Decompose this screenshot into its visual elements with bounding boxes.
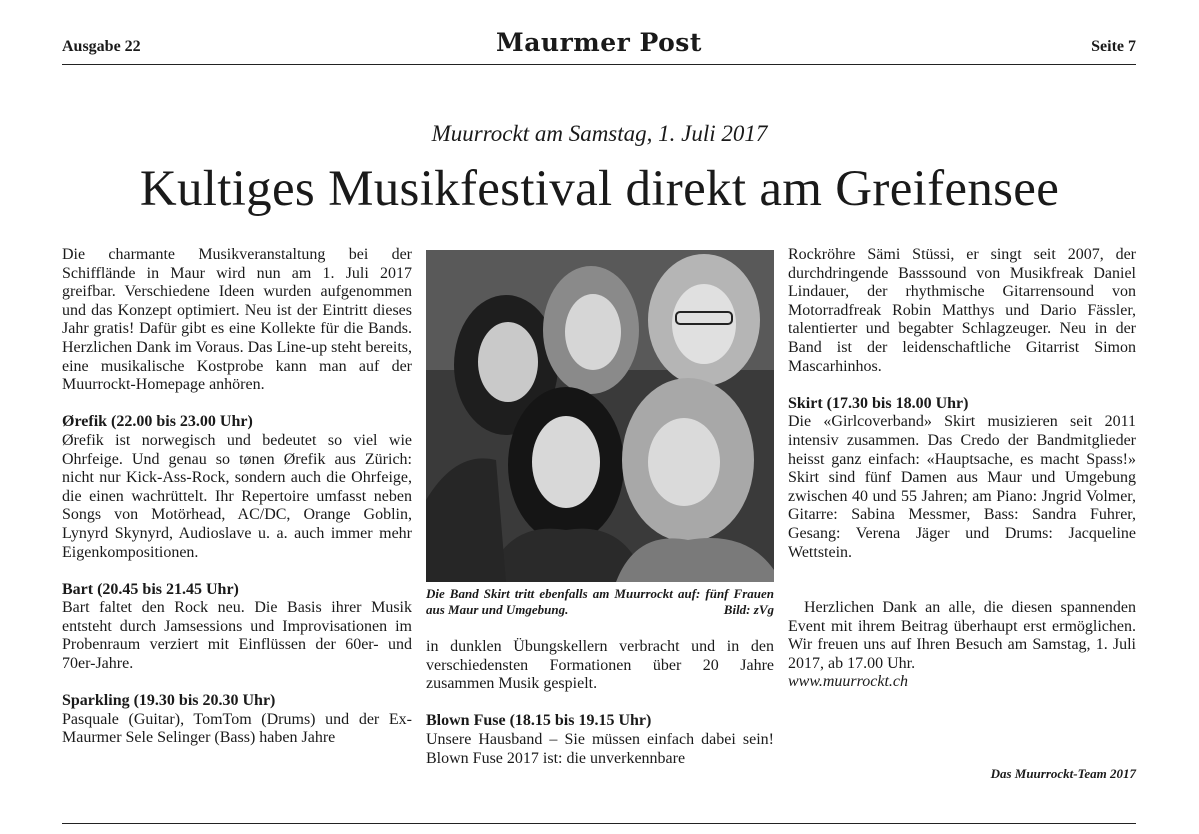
section-body: Unsere Hausband – Sie müssen einfach dabei sein! Blown Fuse 2017 ist: die unverkennbare xyxy=(426,730,774,767)
section-body: Pasquale (Guitar), TomTom (Drums) und der Ex-Maurmer Sele Selinger (Bass) haben Jahre xyxy=(62,710,412,747)
caption-text: Die Band Skirt tritt ebenfalls am Muurrockt auf: fünf Frauen aus Maur und Umgebung. xyxy=(426,586,774,617)
photo-credit: Bild: zVg xyxy=(723,602,774,617)
column-2 xyxy=(426,638,774,768)
band-photo xyxy=(426,250,774,582)
sparkling-continuation: in dunklen Übungskellern verbracht und in den verschiedensten Formationen über 20 Jahre zusammen Musik gespielt. xyxy=(426,638,774,693)
article-headline: Kultiges Musikfestival direkt am Greifensee xyxy=(139,161,1060,217)
thanks-paragraph: Herzlichen Dank an alle, die diesen spannenden Event mit ihrem Beitrag überhaupt erst ermöglichen. Wir freuen uns auf Ihren Besuch am Samstag, 1. Juli 2017, ab 17.00 Uhr. xyxy=(788,599,1136,672)
section-body: Ørefik ist norwegisch und bedeutet so viel wie Ohrfeige. Und genau so tønen Ørefik aus Zürich: nicht nur Kick-Ass-Rock, sondern auch die Ohrfeige, die einen wachrüttelt. Ihr Repertoire umfasst neben Songs von Motörhead, AC/DC, Orange Goblin, Lynyrd Skynyrd, Audioslave u. a. auch immer mehr Eigenkompositionen. xyxy=(62,431,412,561)
article-kicker: Muurrockt am Samstag, 1. Juli 2017 xyxy=(431,121,768,146)
section-sparkling xyxy=(62,692,412,748)
website-link[interactable]: www.muurrockt.ch xyxy=(788,673,908,691)
page-header xyxy=(62,28,1136,64)
section-blown-fuse xyxy=(426,712,774,768)
section-title: Blown Fuse (18.15 bis 19.15 Uhr) xyxy=(426,712,652,730)
issue-number: Ausgabe 22 xyxy=(62,38,141,55)
photo-caption xyxy=(426,586,774,618)
masthead: Maurmer Post xyxy=(496,28,702,57)
band-photo-illustration xyxy=(426,250,774,582)
section-body: Die «Girlcoverband» Skirt musizieren seit 2011 intensiv zusammen. Das Credo der Bandmitglieder heisst ganz einfach: «Hauptsache, es macht Spass!» Skirt sind fünf Damen aus Maur und Umgebung zwischen 40 und 55 Jahren; am Piano: Jngrid Volmer, Gitarre: Sabina Messmer, Bass: Sandra Fuhrer, Gesang: Verena Jäger und Drums: Jacqueline Wettstein. xyxy=(788,413,1136,561)
section-title: Sparkling (19.30 bis 20.30 Uhr) xyxy=(62,692,276,710)
signature: Das Muurrockt-Team 2017 xyxy=(990,766,1136,781)
section-body: Bart faltet den Rock neu. Die Basis ihrer Musik entsteht durch Jamsessions und Improvisationen im Probenraum verziert mit Einflüssen der 60er- und 70er-Jahre. xyxy=(62,599,412,673)
section-title: Ørefik (22.00 bis 23.00 Uhr) xyxy=(62,413,253,431)
header-rule xyxy=(62,64,1136,65)
page-number: Seite 7 xyxy=(1091,38,1136,55)
column-1 xyxy=(62,246,412,748)
section-title: Bart (20.45 bis 21.45 Uhr) xyxy=(62,580,239,598)
column-3 xyxy=(788,246,1136,692)
footer-rule xyxy=(62,823,1136,824)
section-title: Skirt (17.30 bis 18.00 Uhr) xyxy=(788,394,969,412)
intro-paragraph: Die charmante Musikveranstaltung bei der Schifflände in Maur wird nun am 1. Juli 2017 greifbar. Verschiedene Ideen wurden aufgenommen und das Konzept optimiert. Neu ist der Eintritt dieses Jahr gratis! Dafür gibt es eine Kollekte für die Bands. Herzlichen Dank im Voraus. Das Line-up steht bereits, eine musikalische Kostprobe kann man auf der Muurrockt-Homepage anhören. xyxy=(62,246,412,394)
section-skirt xyxy=(788,395,1136,562)
section-orefik xyxy=(62,413,412,562)
section-bart xyxy=(62,581,412,674)
blown-fuse-continuation: Rockröhre Sämi Stüssi, er singt seit 2007, der durchdringende Basssound von Musikfreak Daniel Lindauer, der rhythmische Gitarrensound von Motorradfreak Robin Matthys und Dario Fässler, talentierter und begabter Schlagzeuger. Neu in der Band ist der leidenschaftliche Gitarrist Simon Mascarhinhos. xyxy=(788,246,1136,375)
